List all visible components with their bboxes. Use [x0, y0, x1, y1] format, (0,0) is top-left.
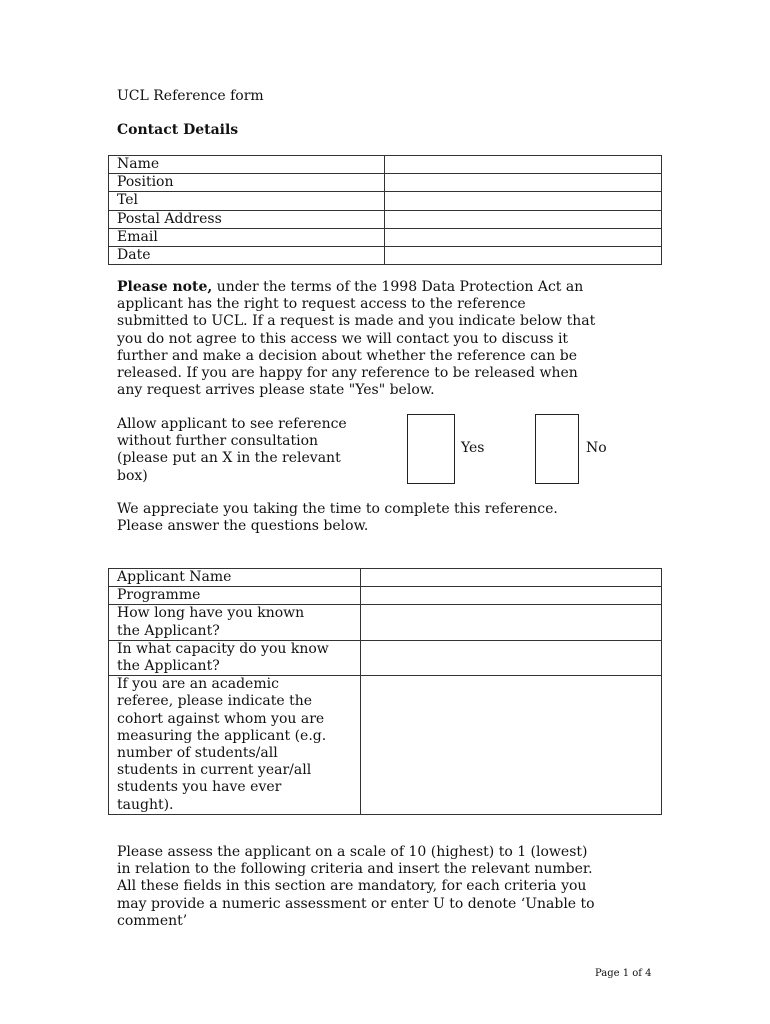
label-line: the Applicant? [117, 622, 220, 639]
note-line: released. If you are happy for any reference to be released when [117, 365, 578, 382]
yes-checkbox[interactable] [407, 414, 455, 484]
table-row [109, 156, 662, 174]
appreciation-line: Please answer the questions below. [117, 518, 369, 535]
assessment-line: comment’ [117, 912, 188, 929]
page-number: Page 1 of 4 [595, 968, 652, 979]
assessment-instructions [117, 844, 595, 930]
contact-heading: Contact Details [117, 122, 239, 138]
note-bold: Please note, [117, 279, 213, 295]
assessment-line: in relation to the following criteria and insert the relevant number. [117, 861, 593, 878]
form-title: UCL Reference form [117, 88, 264, 104]
table-row [109, 228, 662, 246]
yes-label: Yes [461, 440, 485, 456]
field-label: Tel [109, 192, 385, 210]
table-row [109, 587, 662, 605]
note-line: any request arrives please state "Yes" below. [117, 382, 435, 399]
field-value-cell[interactable] [361, 587, 662, 605]
no-checkbox[interactable] [535, 414, 579, 484]
field-value-cell[interactable] [385, 210, 662, 228]
assessment-line: may provide a numeric assessment or enter U to denote ‘Unable to [117, 895, 595, 912]
table-row [109, 192, 662, 210]
field-label: Postal Address [109, 210, 385, 228]
field-value-cell[interactable] [361, 605, 662, 640]
consent-line: without further consultation [117, 433, 319, 450]
note-line: you do not agree to this access we will contact you to discuss it [117, 330, 569, 347]
field-label: Date [109, 247, 385, 265]
consent-line: box) [117, 467, 148, 484]
note-line: further and make a decision about whether the reference can be [117, 347, 577, 364]
table-row [109, 676, 662, 815]
applicant-details-table [108, 568, 662, 815]
no-label: No [586, 440, 607, 456]
field-value-cell[interactable] [385, 156, 662, 174]
label-line: Programme [117, 587, 201, 604]
appreciation-text [117, 501, 558, 535]
field-value-cell[interactable] [385, 228, 662, 246]
table-row [109, 247, 662, 265]
label-line: If you are an academic [117, 676, 279, 693]
appreciation-line: We appreciate you taking the time to complete this reference. [117, 501, 558, 517]
label-line: How long have you known [117, 605, 305, 622]
field-value-cell[interactable] [361, 676, 662, 815]
field-label: Position [109, 174, 385, 192]
note-line: under the terms of the 1998 Data Protection Act an [212, 279, 584, 295]
field-value-cell[interactable] [385, 247, 662, 265]
field-value-cell[interactable] [361, 640, 662, 675]
consent-line: (please put an X in the relevant [117, 450, 341, 467]
label-line: students in current year/all [117, 762, 312, 779]
field-value-cell[interactable] [385, 174, 662, 192]
table-row [109, 174, 662, 192]
label-line: taught). [117, 796, 174, 813]
field-label: Name [109, 156, 385, 174]
field-label [109, 587, 361, 605]
consent-question [117, 416, 347, 485]
label-line: the Applicant? [117, 658, 220, 675]
field-value-cell[interactable] [385, 192, 662, 210]
contact-details-table [108, 155, 662, 265]
label-line: Applicant Name [117, 569, 232, 585]
field-label: Email [109, 228, 385, 246]
table-row [109, 605, 662, 640]
field-label [109, 640, 361, 675]
field-value-cell[interactable] [361, 569, 662, 587]
label-line: students you have ever [117, 779, 282, 796]
assessment-line: All these fields in this section are mandatory, for each criteria you [117, 878, 587, 895]
note-line: submitted to UCL. If a request is made and you indicate below that [117, 313, 596, 330]
consent-line: Allow applicant to see reference [117, 416, 347, 432]
note-line: applicant has the right to request access to the reference [117, 296, 526, 313]
table-row [109, 210, 662, 228]
data-protection-note [117, 279, 595, 399]
label-line: measuring the applicant (e.g. [117, 727, 327, 744]
field-label [109, 569, 361, 587]
label-line: number of students/all [117, 745, 278, 762]
label-line: In what capacity do you know [117, 640, 329, 657]
table-row [109, 640, 662, 675]
field-label [109, 605, 361, 640]
assessment-line: Please assess the applicant on a scale of 10 (highest) to 1 (lowest) [117, 844, 588, 860]
field-label [109, 676, 361, 815]
label-line: referee, please indicate the [117, 693, 313, 710]
table-row [109, 569, 662, 587]
label-line: cohort against whom you are [117, 710, 325, 727]
